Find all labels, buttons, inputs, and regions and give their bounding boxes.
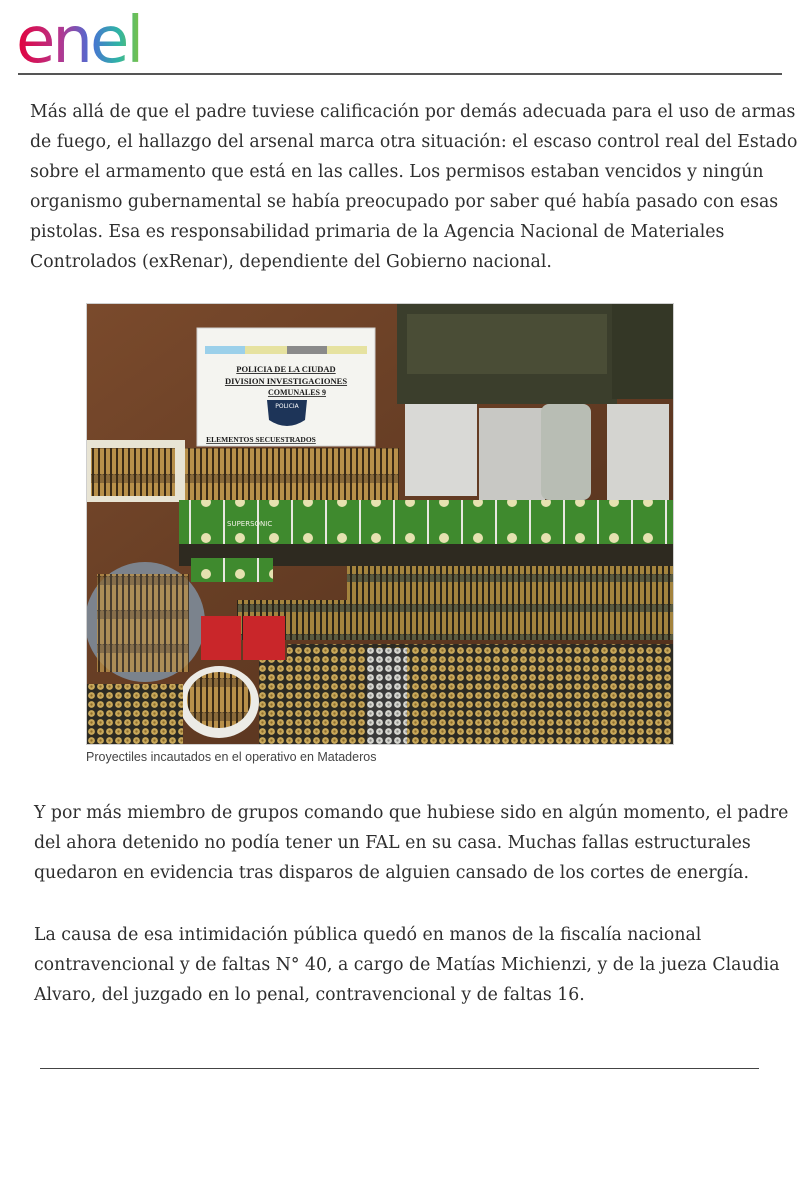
paragraph-line: La causa de esa intimidación pública quedó en manos de la fiscalía nacional [34,925,702,945]
footer-divider [40,1068,759,1069]
rifle-rounds-row [185,448,399,500]
article-paragraph-3 [34,920,780,1010]
article-paragraph-1 [30,97,798,277]
sign-line-4: ELEMENTOS SECUESTRADOS [206,435,316,444]
red-ammo-box [243,616,285,660]
paragraph-line: quedaron en evidencia tras disparos de alguien cansado de los cortes de energía. [34,863,749,883]
grenade-canister [541,404,591,500]
photo-caption: Proyectiles incautados en el operativo en Mataderos [86,750,377,764]
paragraph-line: sobre el armamento que está en las calles. Los permisos estaban vencidos y ningún [30,162,764,182]
seized-ammunition-photo [87,304,673,744]
article-paragraph-2 [34,798,789,888]
sign-line-2: DIVISION INVESTIGACIONES [224,376,348,386]
red-ammo-box [201,616,241,660]
logo-text: enel [16,6,142,68]
paragraph-line: Alvaro, del juzgado en lo penal, contravencional y de faltas 16. [34,985,585,1005]
paragraph-line: organismo gubernamental se había preocupado por saber qué había pasado con esas [30,192,779,212]
sealed-bag [405,404,477,496]
sealed-bag [479,408,545,500]
rifle-rounds-row [237,600,673,640]
paragraph-line: de fuego, el hallazgo del arsenal marca otra situación: el escaso control real del Estado [30,132,798,152]
header-divider [18,73,782,75]
green-cartridge-box [191,558,273,582]
cartridge-trays [287,644,673,744]
enel-logo[interactable] [16,6,180,68]
svg-text:POLICIA: POLICIA [275,403,299,410]
sign-line-1: POLICIA DE LA CIUDAD [236,364,336,374]
paragraph-line: pistolas. Esa es responsabilidad primaria de la Agencia Nacional de Materiales [30,222,725,242]
sealed-bag [607,404,669,504]
paragraph-line: Controlados (exRenar), dependiente del Gobierno nacional. [30,252,552,272]
paragraph-line: Más allá de que el padre tuviese calificación por demás adecuada para el uso de armas [30,102,796,122]
paragraph-line: del ahora detenido no podía tener un FAL en su casa. Muchas fallas estructurales [34,833,751,853]
svg-text:SUPERSONIC: SUPERSONIC [227,520,273,528]
paragraph-line: contravencional y de faltas N° 40, a cargo de Matías Michienzi, y de la jueza Claudia [34,955,780,975]
sign-line-3: COMUNALES 9 [267,388,327,397]
rifle-rounds-row [347,566,673,600]
ammo-can [612,304,673,399]
article-photo [86,303,674,745]
cartridge-tray [87,684,183,744]
page-header [0,0,800,76]
police-sign [197,328,375,446]
paragraph-line: Y por más miembro de grupos comando que hubiese sido en algún momento, el padre [34,803,789,823]
